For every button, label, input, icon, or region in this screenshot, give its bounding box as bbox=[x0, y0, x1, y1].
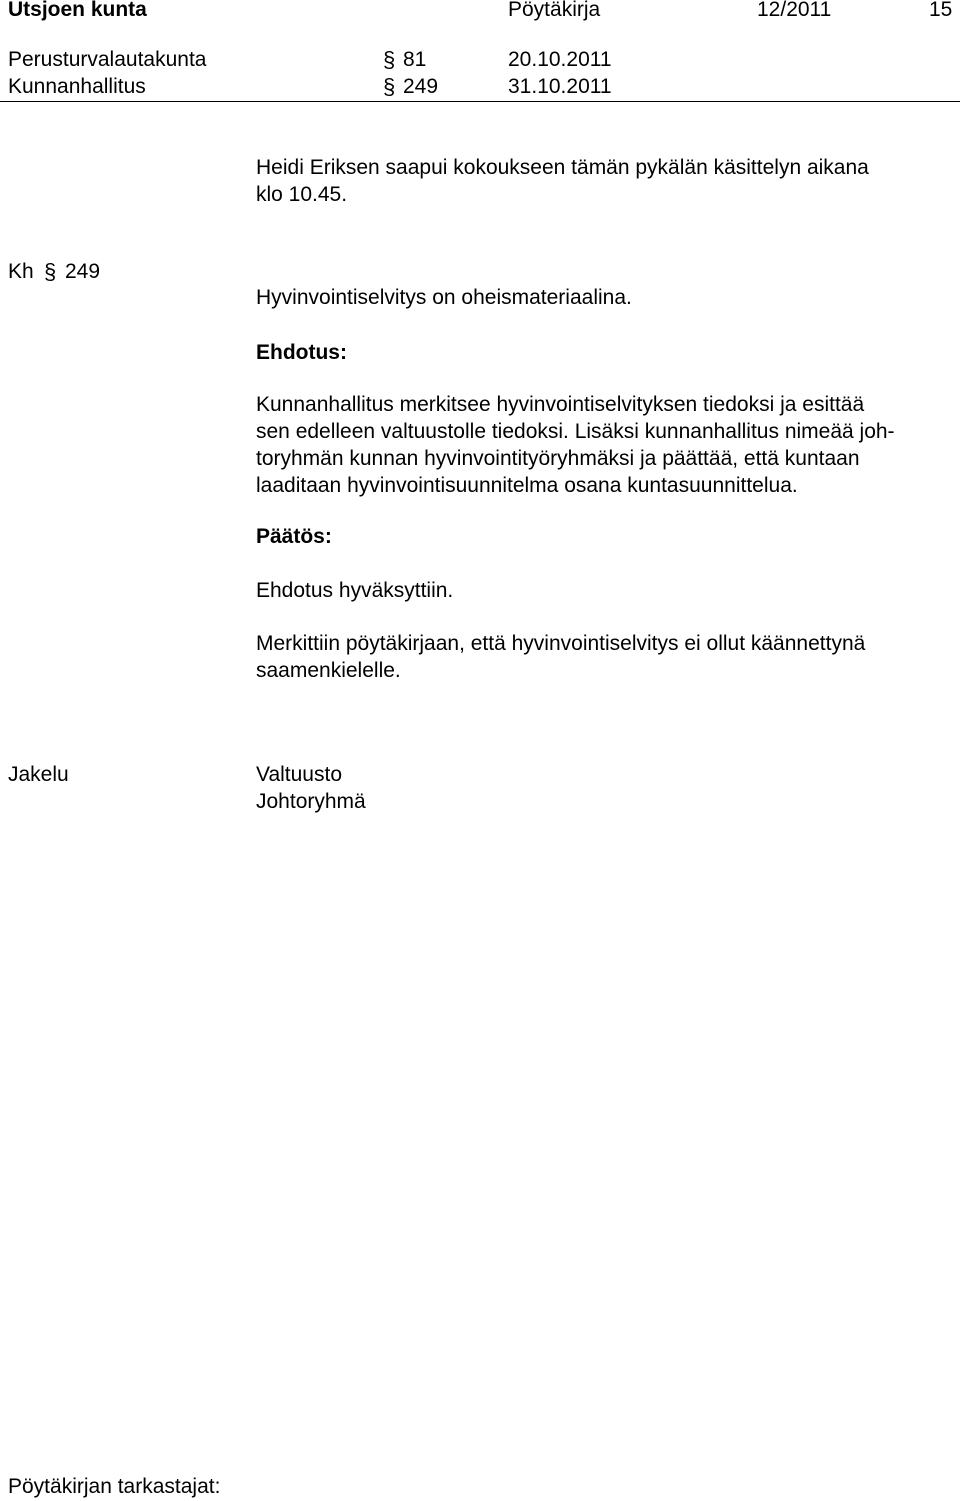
item-number: 249 bbox=[65, 260, 101, 283]
item-label: Kh bbox=[8, 260, 34, 283]
decision-note-line: saamenkielelle. bbox=[256, 659, 401, 682]
document-number: 12/2011 bbox=[757, 0, 832, 21]
meta-body: Kunnanhallitus bbox=[8, 75, 146, 98]
proposal-line: toryhmän kunnan hyvinvointityöryhmäksi ja päättää, että kuntaan bbox=[256, 447, 860, 470]
proposal-line: laaditaan hyvinvointisuunnitelma osana kuntasuunnittelua. bbox=[256, 474, 798, 497]
reviewers-label: Pöytäkirjan tarkastajat: bbox=[8, 1475, 221, 1498]
notice-line: klo 10.45. bbox=[256, 183, 348, 206]
proposal-line: Kunnanhallitus merkitsee hyvinvointiselvityksen tiedoksi ja esittää bbox=[256, 393, 865, 416]
decision-text: Ehdotus hyväksyttiin. bbox=[256, 579, 454, 602]
meta-date: 31.10.2011 bbox=[508, 75, 612, 98]
municipality-name: Utsjoen kunta bbox=[8, 0, 147, 21]
attendance-notice bbox=[256, 154, 946, 208]
distribution-recipient: Johtoryhmä bbox=[256, 790, 366, 813]
notice-line: Heidi Eriksen saapui kokoukseen tämän pykälän käsittelyn aikana bbox=[256, 156, 869, 179]
distribution-recipient: Valtuusto bbox=[256, 763, 342, 786]
section-sign: § bbox=[383, 47, 396, 72]
proposal-line: sen edelleen valtuustolle tiedoksi. Lisäksi kunnanhallitus nimeää joh- bbox=[256, 420, 895, 443]
meta-date: 20.10.2011 bbox=[508, 48, 612, 71]
page-number: 15 bbox=[929, 0, 953, 21]
proposal-heading: Ehdotus: bbox=[256, 341, 347, 364]
distribution-label: Jakelu bbox=[8, 763, 69, 786]
header-divider bbox=[0, 101, 960, 102]
decision-note bbox=[256, 630, 946, 684]
attachment-note: Hyvinvointiselvitys on oheismateriaalina. bbox=[256, 286, 632, 309]
section-sign: § bbox=[383, 74, 396, 99]
proposal-text bbox=[256, 391, 946, 499]
decision-heading: Päätös: bbox=[256, 525, 332, 548]
meta-section: 81 bbox=[403, 48, 427, 71]
section-sign: § bbox=[44, 259, 57, 284]
decision-note-line: Merkittiin pöytäkirjaan, että hyvinvointiselvitys ei ollut käännettynä bbox=[256, 632, 866, 655]
meta-section: 249 bbox=[403, 75, 439, 98]
document-type: Pöytäkirja bbox=[508, 0, 601, 21]
meta-body: Perusturvalautakunta bbox=[8, 48, 207, 71]
